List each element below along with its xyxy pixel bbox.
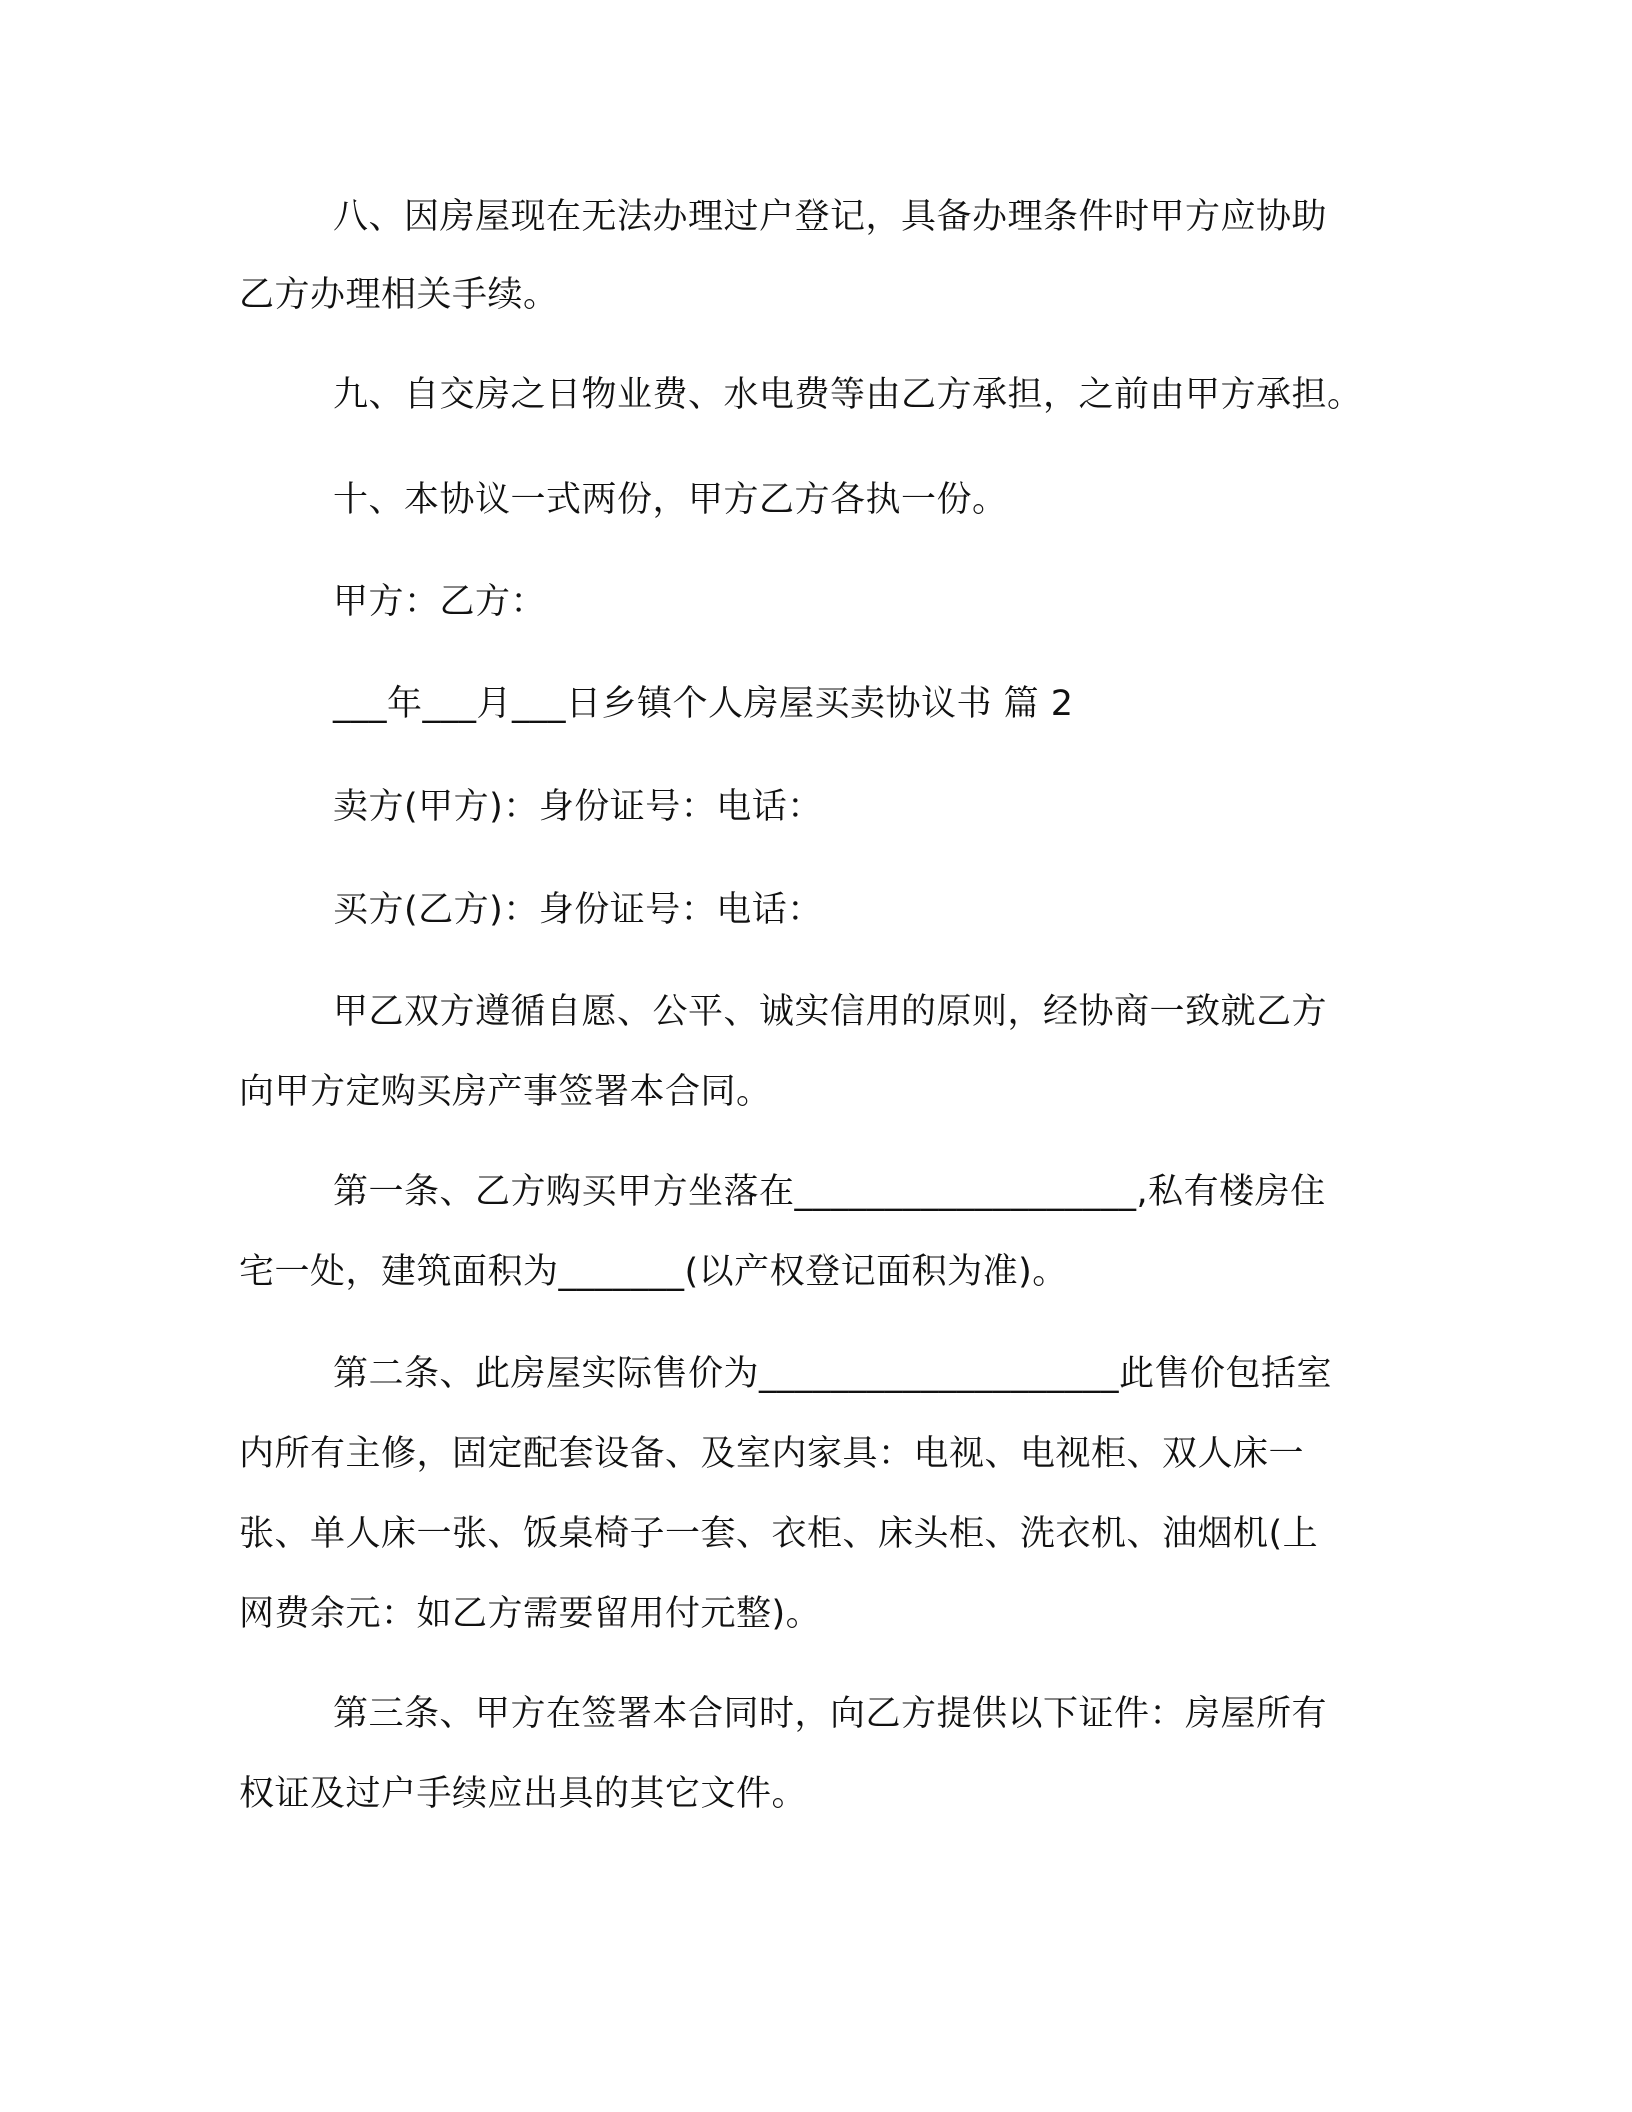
clause-8-line-1: 八、因房屋现在无法办理过户登记，具备办理条件时甲方应协助 [333, 197, 1328, 237]
buyer-info: 买方(乙方)：身份证号：电话： [333, 890, 823, 930]
article-2-line-1: 第二条、此房屋实际售价为____________________此售价包括室 [333, 1354, 1333, 1394]
clause-8-line-2: 乙方办理相关手续。 [239, 275, 559, 315]
article-2-line-4: 网费余元：如乙方需要留用付元整)。 [239, 1594, 822, 1634]
date-and-section-title: ___年___月___日乡镇个人房屋买卖协议书 篇 2 [333, 684, 1074, 724]
article-2-line-3: 张、单人床一张、饭桌椅子一套、衣柜、床头柜、洗衣机、油烟机(上 [239, 1514, 1319, 1554]
seller-info: 卖方(甲方)：身份证号：电话： [333, 787, 823, 827]
preamble-line-2: 向甲方定购买房产事签署本合同。 [239, 1072, 772, 1112]
signature-parties: 甲方：乙方： [333, 582, 547, 622]
clause-10: 十、本协议一式两份，甲方乙方各执一份。 [333, 480, 1008, 520]
preamble-line-1: 甲乙双方遵循自愿、公平、诚实信用的原则，经协商一致就乙方 [333, 992, 1328, 1032]
clause-9: 九、自交房之日物业费、水电费等由乙方承担，之前由甲方承担。 [333, 375, 1363, 415]
article-2-line-2: 内所有主修，固定配套设备、及室内家具：电视、电视柜、双人床一 [239, 1434, 1305, 1474]
article-1-line-1: 第一条、乙方购买甲方坐落在___________________,私有楼房住 [333, 1172, 1326, 1212]
article-3-line-1: 第三条、甲方在签署本合同时，向乙方提供以下证件：房屋所有 [333, 1694, 1328, 1734]
article-3-line-2: 权证及过户手续应出具的其它文件。 [239, 1774, 808, 1814]
article-1-line-2: 宅一处，建筑面积为_______(以产权登记面积为准)。 [239, 1252, 1068, 1292]
